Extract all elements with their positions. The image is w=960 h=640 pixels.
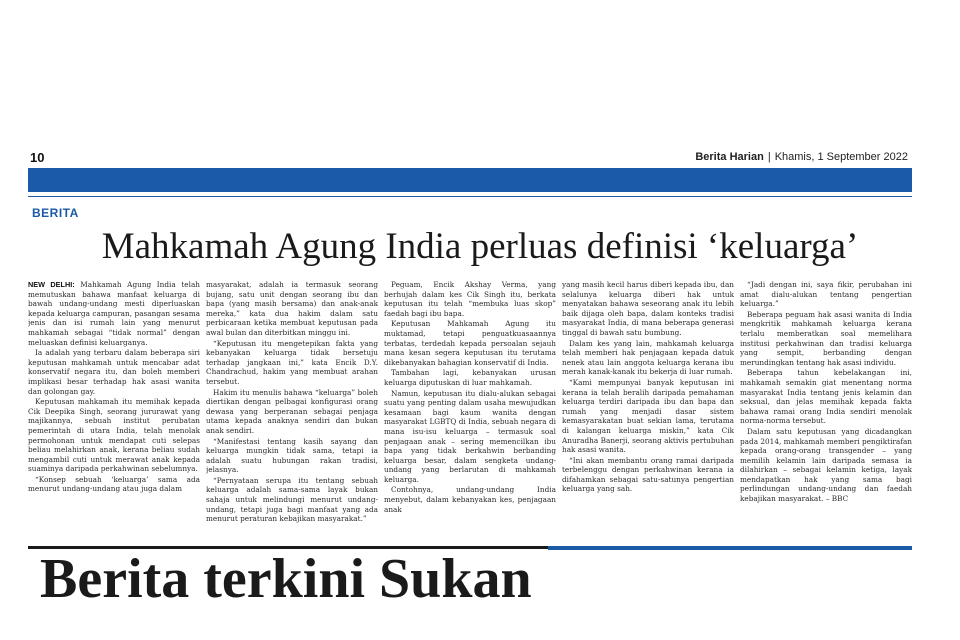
paper-name: Berita Harian	[695, 151, 764, 163]
paragraph: “Manifestasi tentang kasih sayang dan keluarga mungkin tidak sama, tetapi ia adalah suatu hubungan rakan tradisi, jelasnya.	[206, 436, 378, 475]
paragraph: Contohnya, undang-undang India menyebut, dalam kebanyakan kes, penjagaan anak	[384, 485, 556, 514]
paragraph: “Keputusan itu mengetepikan fakta yang kebanyakan keluarga tidak bersetuju terhadap jangkaan ini,” kata Encik D.Y. Chandrachud, hakim yang membuat arahan tersebut.	[206, 338, 378, 386]
paragraph: masyarakat, adalah ia termasuk seorang bujang, satu unit dengan seorang ibu dan bapa (yang masih bersama) dan anak-anak mereka,” kata dua hakim dalam satu perbicaraan ketika membuat keputusan pada awal bulan dan diterbitkan minggu ini.	[206, 280, 378, 337]
masthead	[695, 151, 908, 163]
article-column-1	[28, 280, 200, 528]
paragraph: Beberapa tahun kebelakangan ini, mahkamah semakin giat menentang norma masyarakat India tentang jenis kelamin dan seksual, dan jelas memihak kepada fakta bahawa ramai orang India sendiri menolak norma-norma tersebut.	[740, 368, 912, 426]
headline: Mahkamah Agung India perluas definisi ‘keluarga’	[101, 226, 859, 267]
paragraph: Ia adalah yang terbaru dalam beberapa siri keputusan mahkamah untuk mencabar adat konservatif negara itu, dan boleh memberi implikasi besar terhadap hak asasi wanita dan golongan gay.	[28, 348, 200, 396]
article-body	[28, 280, 912, 528]
paragraph: Peguam, Encik Akshay Verma, yang berhujah dalam kes Cik Singh itu, berkata keputusan itu telah “membuka luas skop” faedah bagi ibu bapa.	[384, 280, 556, 318]
issue-date: Khamis, 1 September 2022	[774, 151, 908, 163]
paragraph: Keputusan Mahkamah Agung itu muktamad, tetapi penguatkuasaannya terbatas, terdedah kepada persoalan sejauh mana kesan segera keputusan itu terutama dikebanyakan bahagian konservatif di India.	[384, 319, 556, 367]
paragraph: “Pernyataan serupa itu tentang sebuah keluarga adalah sama-sama layak bukan sahaja untuk melindungi menurut undang-undang, tetapi juga bagi manfaat yang ada menurut peraturan kebajikan masyarakat.”	[206, 475, 378, 524]
paragraph-text: Mahkamah Agung India telah memutuskan bahawa manfaat keluarga di bawah undang-undang mesti diperluaskan kepada keluarga campuran, pasangan sesama jenis dan isi rumah lain yang menurut mahkamah sebagai “tidak normal” dengan meluaskan definisi keluarganya.	[28, 280, 200, 347]
article-column-2	[206, 280, 378, 528]
masthead-separator: |	[767, 151, 771, 163]
section-label: BERITA	[32, 206, 79, 220]
paragraph: Dalam satu keputusan yang dicadangkan pada 2014, mahkamah memberi pengiktirafan kepada orang-orang transgender – yang memilih kelamin lain daripada semasa ia dilahirkan – sebagai kelamin ketiga, layak mendapatkan hak yang sama bagi perlindungan undang-undang dan faedah kebajikan masyarakat. – BBC	[740, 426, 912, 504]
bottom-rule	[28, 546, 548, 549]
article-column-4	[562, 280, 734, 528]
paragraph: “Konsep sebuah ‘keluarga’ sama ada menurut undang-undang atau juga dalam	[28, 474, 200, 494]
paragraph: Dalam kes yang lain, mahkamah keluarga telah memberi hak penjagaan kepada datuk nenek atau lain anggota keluarga kerana ibu merah kanak-kanak itu bekerja di luar rumah.	[562, 338, 734, 377]
paragraph: “Ini akan membantu orang ramai daripada terbelenggu dengan perkahwinan kerana ia difahamkan sebagai satu-satunya pengertian keluarga yang sah.	[562, 455, 734, 494]
dateline: NEW DELHI:	[28, 280, 75, 289]
article-column-5	[740, 280, 912, 528]
blue-banner	[28, 168, 912, 192]
paragraph: Beberapa peguam hak asasi wanita di India mengkritik mahkamah keluarga kerana terlalu memberatkan soal memelihara institusi perkahwinan dan tradisi keluarga yang sempit, berbanding dengan merundingkan tentang hak asasi individu.	[740, 309, 912, 367]
bottom-rule-blue	[548, 546, 912, 550]
blue-rule	[28, 196, 912, 197]
paragraph: Namun, keputusan itu dialu-alukan sebagai suatu yang penting dalam usaha mewujudkan kesamaan bagi kaum wanita dengan masyarakat LGBTQ di India, sebuah negara di mana isu-isu keluarga – termasuk soal penjagaan anak – sering memencilkan ibu bapa yang tidak berkahwin berbanding keluarga besar, dalam sengketa undang-undang yang berlarutan di mahkamah keluarga.	[384, 388, 556, 484]
article-column-3	[384, 280, 556, 528]
paragraph: yang masih kecil harus diberi kepada ibu, dan selalunya keluarga diberi hak untuk menyatakan bahawa seseorang anak itu lebih baik dijaga oleh bapa, dalam konteks tradisi masyarakat India, di mana beberapa generasi tinggal di bawah satu bumbung.	[562, 280, 734, 337]
page-number: 10	[30, 150, 45, 165]
paragraph: “Kami mempunyai banyak keputusan ini kerana ia telah beralih daripada pemahaman keluarga terdiri daripada ibu dan bapa dan rumah yang menjadi dasar sistem kemasyarakatan buat sekian lama, terutama di kalangan keluarga miskin,” kata Cik Anuradha Banerji, seorang aktivis pertubuhan hak asasi wanita.	[562, 377, 734, 455]
next-headline-cropped	[40, 551, 540, 640]
paragraph: Hakim itu menulis bahawa “keluarga” boleh diertikan dengan pelbagai konfigurasi orang dewasa yang berperanan sebagai penjaga utama kepada anaknya sendiri dan bukan anak sendiri.	[206, 387, 378, 435]
paragraph: Tambahan lagi, kebanyakan urusan keluarga diputuskan di luar mahkamah.	[384, 368, 556, 387]
next-headline-text: Berita terkini Sukan	[40, 551, 532, 610]
paragraph: “Jadi dengan ini, saya fikir, perubahan ini amat dialu-alukan tentang pengertian keluarga.”	[740, 280, 912, 309]
paragraph: Keputusan mahkamah itu memihak kepada Cik Deepika Singh, seorang jururawat yang majikannya, sebuah institut perubatan pemerintah di utara India, telah menolak permohonan untuk mendapat cuti selepas beliau melahirkan anak, kerana beliau sudah mengambil cuti untuk merawat anak kepada suaminya daripada perkahwinan sebelumnya.	[28, 397, 200, 474]
paragraph	[28, 280, 200, 347]
